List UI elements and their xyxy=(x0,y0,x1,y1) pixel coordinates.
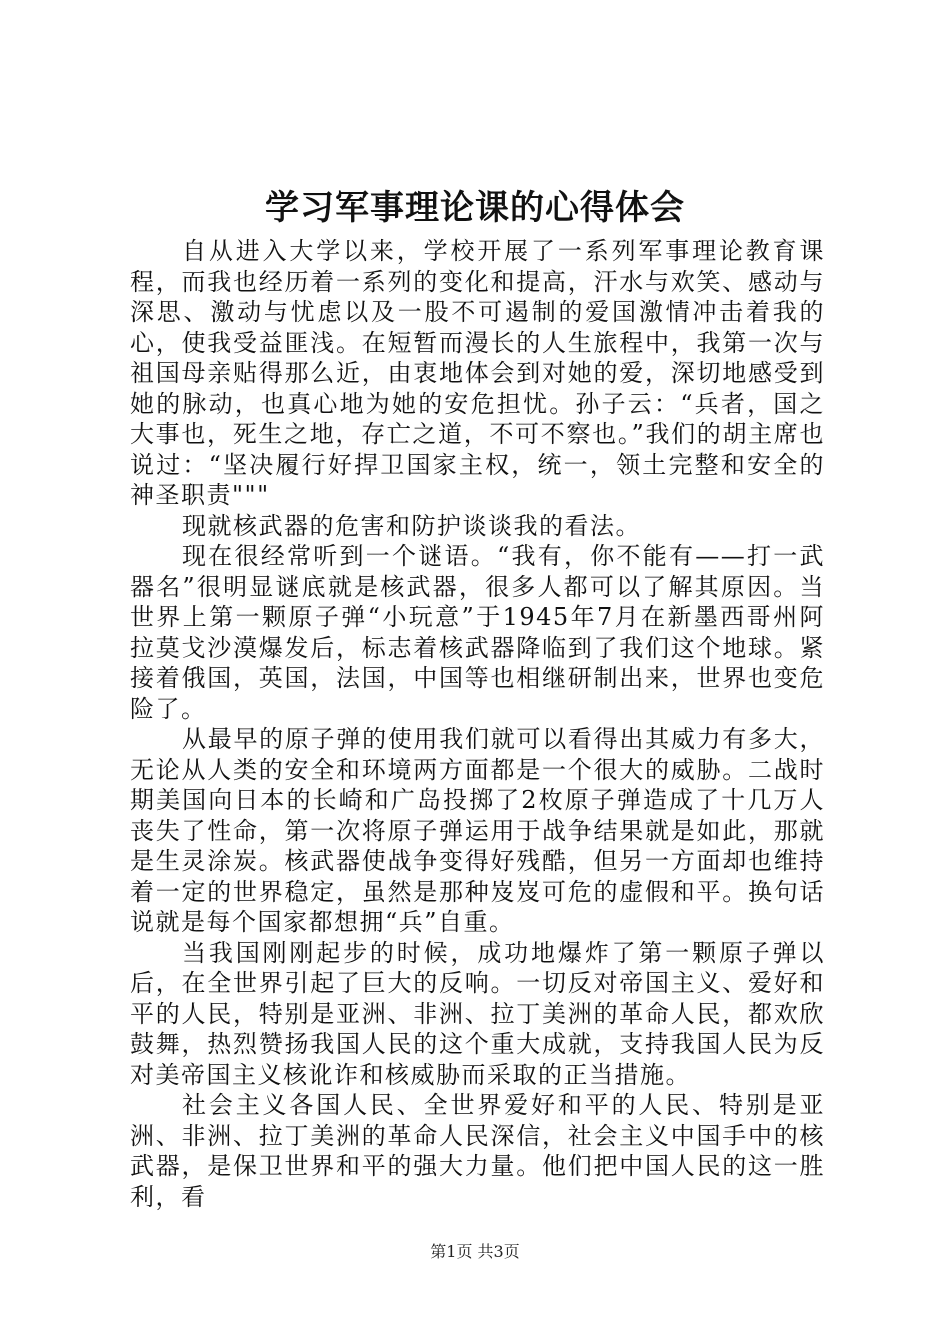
document-title: 学习军事理论课的心得体会 xyxy=(265,188,685,228)
paragraph: 自从进入大学以来，学校开展了一系列军事理论教育课程，而我也经历着一系列的变化和提高，汗水与欢笑、感动与深思、激动与忧虑以及一股不可遏制的爱国激情冲击着我的心，使我受益匪浅。在短暂而漫长的人生旅程中，我第一次与祖国母亲贴得那么近，由衷地体会到对她的爱，深切地感受到她的脉动，也真心地为她的安危担忧。孙子云：“兵者，国之大事也，死生之地，存亡之道，不可不察也。”我们的胡主席也说过：“坚决履行好捍卫国家主权，统一，领土完整和安全的神圣职责""" xyxy=(130,237,825,509)
paragraph: 社会主义各国人民、全世界爱好和平的人民、特别是亚洲、非洲、拉丁美洲的革命人民深信，社会主义中国手中的核武器，是保卫世界和平的强大力量。他们把中国人民的这一胜利，看 xyxy=(130,1091,825,1211)
document-body xyxy=(130,236,825,1212)
paragraph: 现在很经常听到一个谜语。“我有，你不能有——打一武器名”很明显谜底就是核武器，很多人都可以了解其原因。当世界上第一颗原子弹“小玩意”于1945年7月在新墨西哥州阿拉莫戈沙漠爆发后，标志着核武器降临到了我们这个地球。紧接着俄国，英国，法国，中国等也相继研制出来，世界也变危险了。 xyxy=(130,542,825,723)
paragraph: 从最早的原子弹的使用我们就可以看得出其威力有多大，无论从人类的安全和环境两方面都是一个很大的威胁。二战时期美国向日本的长崎和广岛投掷了2枚原子弹造成了十几万人丧失了性命，第一次将原子弹运用于战争结果就是如此，那就是生灵涂炭。核武器使战争变得好残酷，但另一方面却也维持着一定的世界稳定，虽然是那种岌岌可危的虚假和平。换句话说就是每个国家都想拥“兵”自重。 xyxy=(130,725,825,936)
page-number-footer: 第1页 共3页 xyxy=(430,1242,520,1261)
paragraph: 当我国刚刚起步的时候，成功地爆炸了第一颗原子弹以后，在全世界引起了巨大的反响。一切反对帝国主义、爱好和平的人民，特别是亚洲、非洲、拉丁美洲的革命人民，都欢欣鼓舞，热烈赞扬我国人民的这个重大成就，支持我国人民为反对美帝国主义核讹诈和核威胁而采取的正当措施。 xyxy=(130,938,825,1089)
paragraph: 现就核武器的危害和防护谈谈我的看法。 xyxy=(182,511,641,540)
